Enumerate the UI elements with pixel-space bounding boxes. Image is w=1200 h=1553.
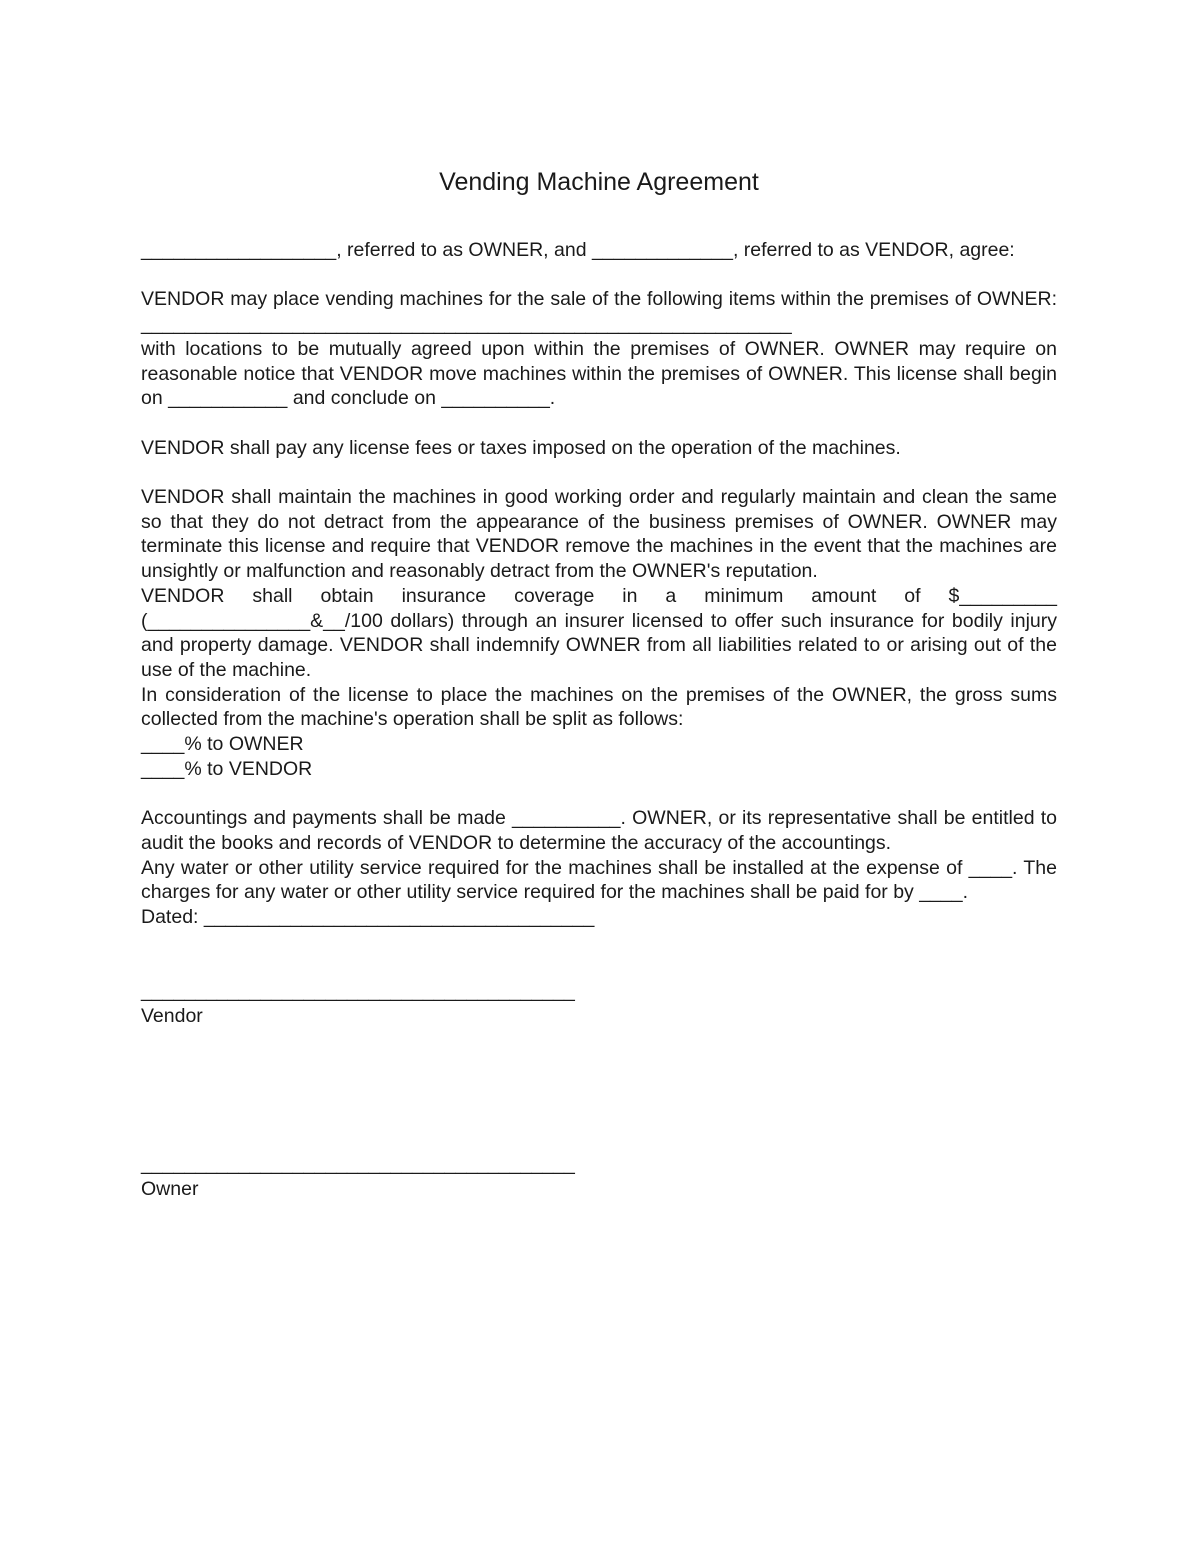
split-vendor-line: ____% to VENDOR <box>141 757 313 780</box>
owner-signature-label: Owner <box>141 1178 199 1201</box>
vendor-signature-line: ________________________________________ <box>141 980 575 1003</box>
split-paragraph: In consideration of the license to place the machines on the premises of the OWNER, the gross sums collected from the machine's operation shall be split as follows: <box>141 683 1057 731</box>
document-title: Vending Machine Agreement <box>439 168 759 196</box>
utility-paragraph: Any water or other utility service required for the machines shall be installed at the expense of ____. The charges for any water or other utility service required for the machines shall be paid for by ____. <box>141 856 1057 904</box>
fees-paragraph: VENDOR shall pay any license fees or taxes imposed on the operation of the machines. <box>141 436 901 459</box>
dated-line: Dated: ____________________________________ <box>141 905 595 928</box>
vendor-signature-label: Vendor <box>141 1004 203 1027</box>
parties-paragraph: __________________, referred to as OWNER, and _____________, referred to as VENDOR, agree: <box>141 239 1015 261</box>
owner-signature-line: ________________________________________ <box>141 1153 575 1176</box>
placement-paragraph: VENDOR may place vending machines for the sale of the following items within the premises of OWNER: ____________________________________________________________ <box>141 288 1057 336</box>
document-body <box>141 238 1057 1202</box>
insurance-paragraph: VENDOR shall obtain insurance coverage in a minimum amount of $_________ (_______________&__/100 dollars) through an insurer licensed to offer such insurance for bodily injury and property damage. VENDOR shall indemnify OWNER from all liabilities related to or arising out of the use of the machine. <box>141 584 1057 681</box>
split-owner-line: ____% to OWNER <box>141 733 304 756</box>
maintenance-paragraph: VENDOR shall maintain the machines in good working order and regularly maintain and clean the same so that they do not detract from the appearance of the business premises of OWNER. OWNER may terminate this license and require that VENDOR remove the machines in the event that the machines are unsightly or malfunction and reasonably detract from the OWNER's reputation. <box>141 485 1057 583</box>
accountings-paragraph: Accountings and payments shall be made __________. OWNER, or its representative shall be entitled to audit the books and records of VENDOR to determine the accuracy of the accountings. <box>141 807 1057 854</box>
placement-continued-paragraph: with locations to be mutually agreed upon within the premises of OWNER. OWNER may require on reasonable notice that VENDOR move machines within the premises of OWNER. This license shall begin on ___________ and conclude on __________. <box>141 337 1057 410</box>
